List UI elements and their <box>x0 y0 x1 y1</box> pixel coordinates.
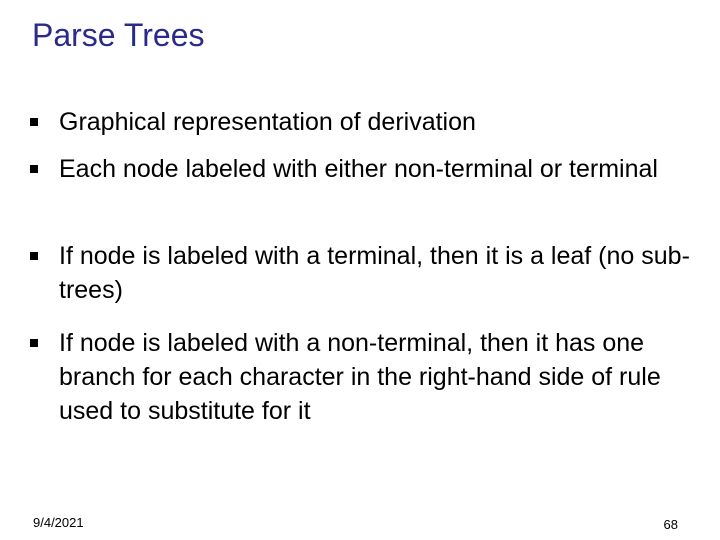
square-bullet-icon <box>30 252 38 260</box>
bullet-text: If node is labeled with a terminal, then it is a leaf (no sub-trees) <box>59 242 690 304</box>
bullet-text: If node is labeled with a non-terminal, then it has one branch for each character in the right-hand side of rule used to substitute for it <box>59 329 661 425</box>
slide-title: Parse Trees <box>32 17 205 53</box>
page-number: 68 <box>663 517 678 532</box>
square-bullet-icon <box>30 339 38 347</box>
bullet-text: Each node labeled with either non-terminal or terminal <box>59 155 658 183</box>
square-bullet-icon <box>30 118 38 126</box>
square-bullet-icon <box>30 165 38 173</box>
bullet-text: Graphical representation of derivation <box>59 108 476 136</box>
footer-date: 9/4/2021 <box>33 515 84 530</box>
